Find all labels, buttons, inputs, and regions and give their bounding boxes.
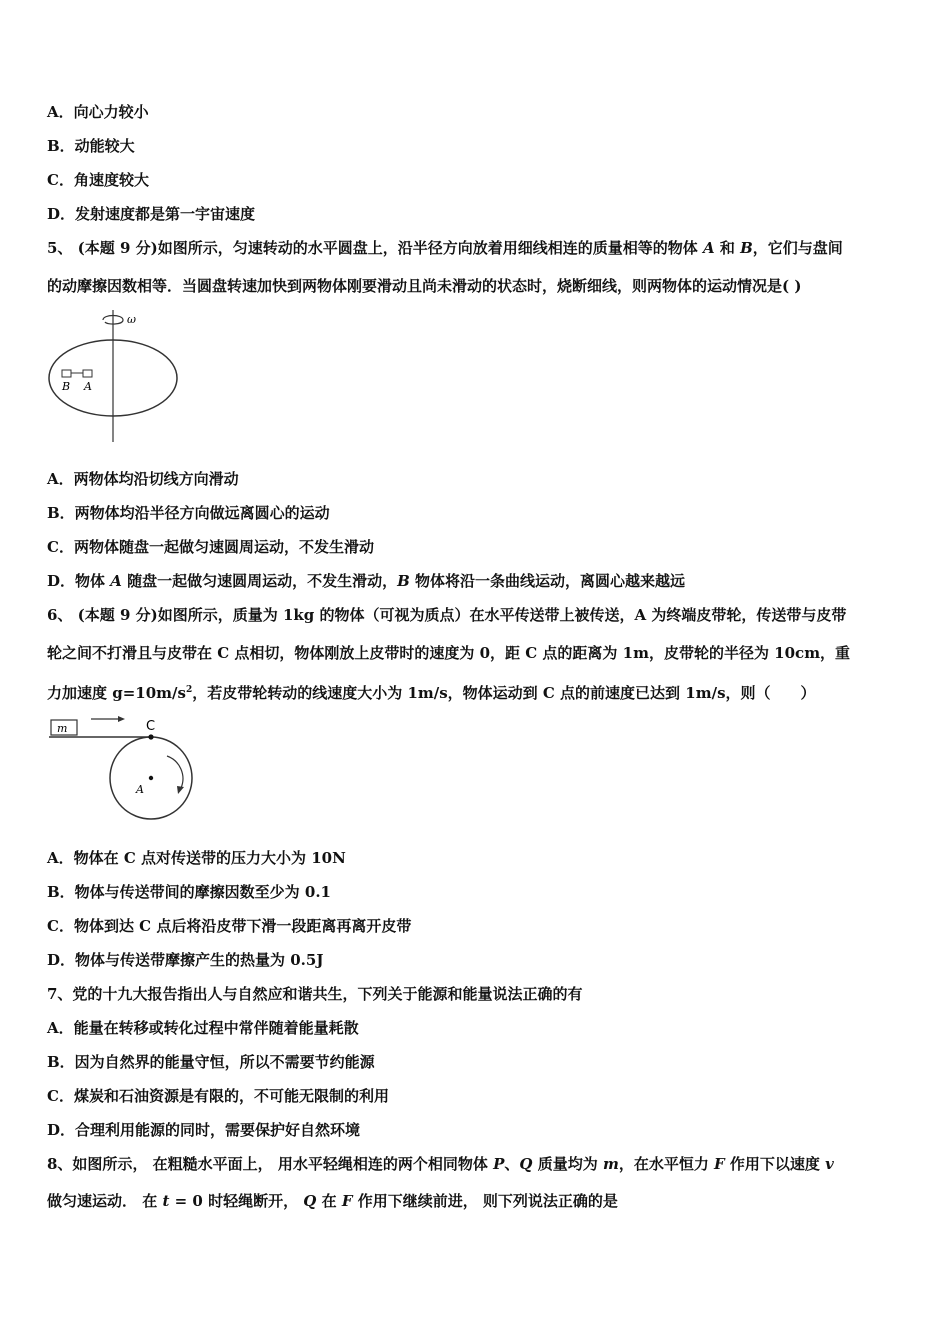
q4-option-d: D．发射速度都是第一宇宙速度 xyxy=(47,205,256,223)
q7-stem: 7、党的十九大报告指出人与自然应和谐共生，下列关于能源和能量说法正确的有 xyxy=(47,985,583,1003)
q6-option-b: B．物体与传送带间的摩擦因数至少为 0.1 xyxy=(47,883,331,901)
block-b xyxy=(62,370,71,377)
q6-option-a: A．物体在 C 点对传送带的压力大小为 10N xyxy=(47,849,346,867)
q6-figure-conveyor xyxy=(45,710,200,828)
q4-option-b: B．动能较大 xyxy=(47,137,135,155)
q4-option-a: A．向心力较小 xyxy=(47,103,149,121)
block-a xyxy=(83,370,92,377)
q7-option-a: A．能量在转移或转化过程中常伴随着能量耗散 xyxy=(47,1019,359,1037)
q5-stem-line1: 5、 (本题 9 分)如图所示，匀速转动的水平圆盘上，沿半径方向放着用细线相连的质量相等的物体 A 和 B，它们与盘间 xyxy=(47,239,843,257)
omega-label: ω xyxy=(127,313,136,326)
q6-stem-line3: 力加速度 $g=10m/s^2$，若皮带轮转动的线速度大小为 1m/s，物体运动到 C 点的前速度已达到 1m/s，则（ ） xyxy=(47,684,816,702)
q5-option-b: B．两物体均沿半径方向做远离圆心的运动 xyxy=(47,504,330,522)
q7-option-d: D．合理利用能源的同时，需要保护好自然环境 xyxy=(47,1121,361,1139)
q6-stem-line2: 轮之间不打滑且与皮带在 C 点相切，物体刚放上皮带时的速度为 0，距 C 点的距离为 1m，皮带轮的半径为 10cm，重 xyxy=(47,644,851,662)
q7-option-c: C．煤炭和石油资源是有限的，不可能无限制的利用 xyxy=(47,1087,389,1105)
q6-stem-line1: 6、 (本题 9 分)如图所示，质量为 1kg 的物体（可视为质点）在水平传送带上被传送，A 为终端皮带轮，传送带与皮带 xyxy=(47,606,847,624)
q6-option-d: D．物体与传送带摩擦产生的热量为 0.5J xyxy=(47,951,324,969)
label-c: C xyxy=(146,719,156,734)
q6-option-c: C．物体到达 C 点后将沿皮带下滑一段距离再离开皮带 xyxy=(47,917,412,935)
label-b: B xyxy=(62,380,71,393)
q8-stem-line1: 8、如图所示， 在粗糙水平面上， 用水平轻绳相连的两个相同物体 P、Q 质量均为 m，在水平恒力 F 作用下以速度 v xyxy=(47,1155,834,1173)
q7-option-b: B．因为自然界的能量守恒，所以不需要节约能源 xyxy=(47,1053,375,1071)
label-m: m xyxy=(57,722,68,735)
point-c xyxy=(148,734,153,739)
label-a: A xyxy=(84,380,92,393)
q5-figure-rotating-disk xyxy=(45,306,185,446)
q4-option-c: C．角速度较大 xyxy=(47,171,149,189)
q5-stem-line2: 的动摩擦因数相等．当圆盘转速加快到两物体刚要滑动且尚未滑动的状态时，烧断细线，则两物体的运动情况是( ) xyxy=(47,277,802,295)
rotation-arrow-icon xyxy=(167,756,183,788)
q5-option-d: D．物体 A 随盘一起做匀速圆周运动，不发生滑动，B 物体将沿一条曲线运动，离圆心越来越远 xyxy=(47,572,686,590)
label-a: A xyxy=(136,783,144,796)
q5-option-a: A．两物体均沿切线方向滑动 xyxy=(47,470,239,488)
pulley-center xyxy=(149,776,153,780)
q8-stem-line2: 做匀速运动． 在 t = 0 时轻绳断开， Q 在 F 作用下继续前进， 则下列说法正确的是 xyxy=(47,1192,618,1210)
q5-option-c: C．两物体随盘一起做匀速圆周运动，不发生滑动 xyxy=(47,538,374,556)
